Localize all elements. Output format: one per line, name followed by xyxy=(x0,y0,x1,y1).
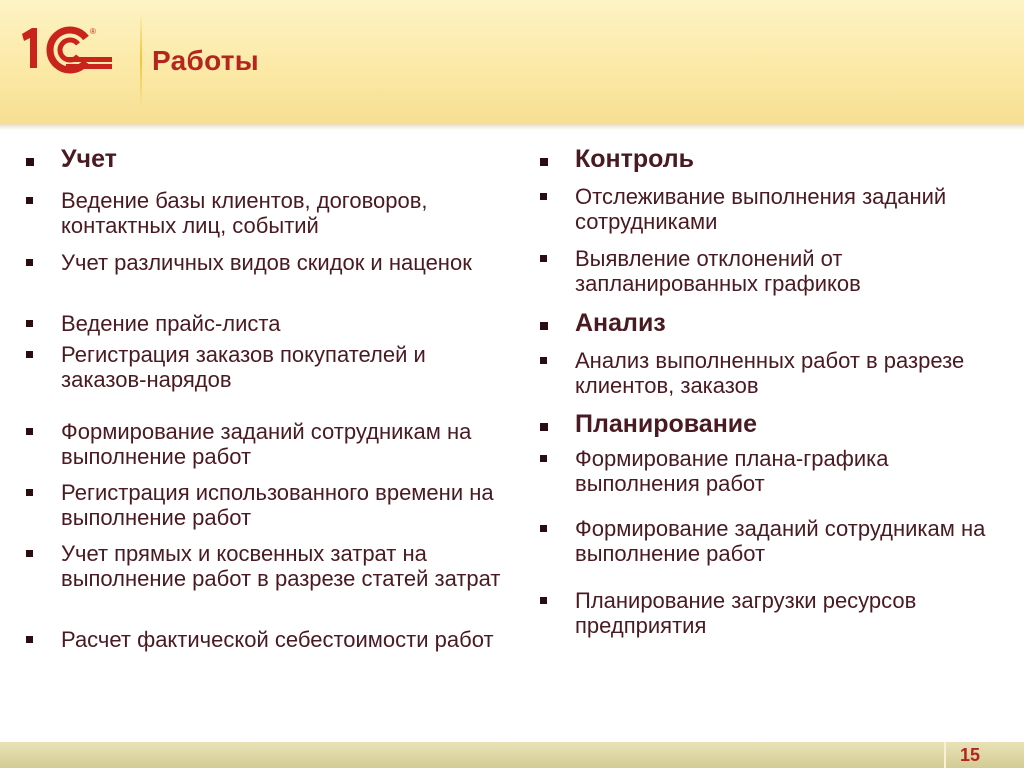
list-item-text: Формирование заданий сотрудникам на выполнение работ xyxy=(61,419,472,469)
bullet-icon xyxy=(540,525,547,532)
list-item-text: Ведение базы клиентов, договоров, контактных лиц, событий xyxy=(61,188,428,238)
header-shadow xyxy=(0,124,1024,130)
bullet-icon xyxy=(26,428,33,435)
bullet-icon xyxy=(26,636,33,643)
bullet-icon xyxy=(26,489,33,496)
page-number: 15 xyxy=(960,745,981,765)
bullet-icon xyxy=(26,197,33,204)
bullet-icon xyxy=(26,351,33,358)
list-item-text: Планирование загрузки ресурсов предприятия xyxy=(575,588,917,638)
list-item-text: Ведение прайс-листа xyxy=(61,311,281,336)
bullet-icon xyxy=(540,255,547,262)
slide-title: Работы xyxy=(152,45,260,76)
footer-divider xyxy=(944,742,946,768)
list-item-text: Учет различных видов скидок и наценок xyxy=(61,250,472,275)
section-heading-accounting: Учет xyxy=(61,145,117,173)
section-heading-control: Контроль xyxy=(575,145,695,173)
list-item-text: Формирование заданий сотрудникам на выполнение работ xyxy=(575,516,986,566)
list-item-text: Учет прямых и косвенных затрат на выполнение работ в разрезе статей затрат xyxy=(61,541,501,591)
slide-footer xyxy=(0,742,1024,768)
list-item-text: Регистрация заказов покупателей и заказов-нарядов xyxy=(61,342,426,392)
section-heading-analysis: Анализ xyxy=(575,309,666,337)
list-item-text: Выявление отклонений от запланированных графиков xyxy=(575,246,861,296)
bullet-icon xyxy=(540,193,547,200)
list-item-text: Отслеживание выполнения заданий сотрудниками xyxy=(575,184,947,234)
bullet-icon xyxy=(26,550,33,557)
1c-logo xyxy=(16,24,116,76)
bullet-icon xyxy=(540,322,548,330)
svg-text:®: ® xyxy=(90,27,96,36)
list-item-text: Формирование плана-графика выполнения работ xyxy=(575,446,889,496)
bullet-icon xyxy=(540,357,547,364)
bullet-icon xyxy=(26,320,33,327)
bullet-icon xyxy=(26,259,33,266)
logo-divider xyxy=(140,12,142,108)
bullet-icon xyxy=(540,158,548,166)
list-item-text: Анализ выполненных работ в разрезе клиентов, заказов xyxy=(575,348,965,398)
bullet-icon xyxy=(540,423,548,431)
bullet-icon xyxy=(540,597,547,604)
bullet-icon xyxy=(26,158,34,166)
list-item-text: Регистрация использованного времени на выполнение работ xyxy=(61,480,494,530)
section-heading-planning: Планирование xyxy=(575,410,758,438)
slide-header xyxy=(0,0,1024,124)
list-item-text: Расчет фактической себестоимости работ xyxy=(61,627,494,652)
bullet-icon xyxy=(540,455,547,462)
